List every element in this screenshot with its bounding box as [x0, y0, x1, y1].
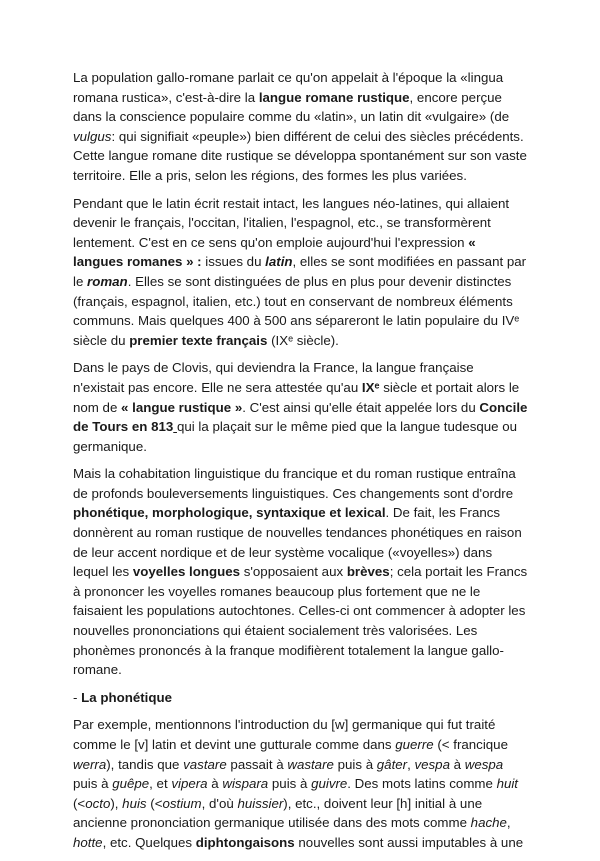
text-run: qui la plaçait sur le même pied que la langue tudesque ou germanique.: [73, 419, 518, 454]
italic-text: huissier: [237, 795, 284, 811]
text-run: ), etc., doivent leur [h] initial à une ancienne prononciation germanique utilisée dans des mots comme: [73, 795, 483, 831]
text-run: : qui signifiait «peuple») bien différent de celui des siècles précédents. Cette langue romane dite rustique se développa spontanément sur son vaste territoire. Elle a pris, selon les régions, des formes les plus variées.: [73, 128, 527, 183]
italic-text: octo: [85, 795, 111, 811]
text-run: (<: [73, 795, 86, 811]
italic-text: vulgus: [73, 128, 112, 144]
bold-text: premier texte français: [129, 332, 268, 348]
text-run: Dans le pays de Clovis, qui deviendra la France, la langue française n'existait pas encore. Elle ne sera attestée qu'au: [73, 360, 474, 395]
italic-text: huis: [122, 795, 147, 811]
text-run: Mais la cohabitation linguistique du francique et du roman rustique entraîna de profonds bouleversements linguistiques. Ces changements sont d'ordre: [73, 466, 516, 501]
paragraph: [73, 194, 528, 351]
italic-text: gâter: [376, 756, 408, 772]
text-run: passait à: [226, 756, 288, 772]
italic-text: ostium: [162, 795, 202, 811]
italic-text: wespa: [464, 756, 504, 772]
text-run: , etc. Quelques: [102, 834, 196, 850]
bold-text: « langues romanes » :: [73, 234, 476, 270]
text-run: , encore perçue dans la conscience populaire comme du «latin», un latin dit «vulgaire» (de: [73, 89, 510, 125]
italic-text: guivre: [311, 776, 348, 792]
bold-text: IXᵉ: [361, 379, 380, 395]
text-run: . C'est ainsi qu'elle était appelée lors du: [242, 399, 480, 415]
text-run: . Des mots latins comme: [347, 776, 497, 792]
paragraph: [73, 715, 528, 852]
bold-text: latin: [265, 254, 293, 270]
bold-text: diphtongaisons: [195, 834, 295, 850]
text-run: (<: [146, 795, 163, 811]
italic-text: guêpe: [112, 776, 150, 792]
text-run: puis à: [333, 756, 377, 772]
text-run: issues du: [201, 254, 266, 270]
italic-text: huit: [496, 776, 519, 792]
section-heading: [73, 688, 528, 708]
bold-text: La phonétique: [81, 689, 172, 705]
paragraph: [73, 358, 528, 456]
paragraph: [73, 464, 528, 680]
text-run: ),: [110, 795, 123, 811]
text-run: ,: [506, 815, 511, 831]
text-run: (IXᵉ siècle).: [267, 332, 339, 348]
italic-text: vespa: [414, 756, 450, 772]
text-run: Par exemple, mentionnons l'introduction du [w] germanique qui fut traité comme le [v] latin et devint une gutturale comme dans: [73, 717, 496, 752]
italic-text: hotte: [73, 834, 103, 850]
italic-text: vipera: [171, 776, 208, 792]
bold-text: Concile de Tours en 813: [73, 399, 528, 435]
text-run: Pendant que le latin écrit restait intact, les langues néo-latines, qui allaient devenir le français, l'occitan, l'italien, l'espagnol, etc., se transformèrent lentement. C'est en ce sens qu'on emploie aujourd'hui l'expression: [73, 195, 510, 250]
text-run: . De fait, les Francs donnèrent au roman rustique de nouvelles tendances phonétiques en raison de leur accent nordique et de leur système vocalique («voyelles») dans lequel les: [73, 505, 522, 580]
italic-text: wispara: [222, 776, 269, 792]
italic-text: vastare: [183, 756, 227, 772]
text-run: La population gallo-romane parlait ce qu'on appelait à l'époque la «lingua romana rustica», c'est-à-dire la: [73, 70, 504, 105]
bold-text: brèves: [346, 564, 390, 580]
text-run: à: [449, 756, 465, 772]
bold-text: phonétique, morphologique, syntaxique et lexical: [73, 505, 386, 521]
text-run: ,: [407, 756, 415, 772]
italic-text: werra: [73, 756, 107, 772]
bold-text: voyelles longues: [132, 564, 241, 580]
document-body: [73, 68, 528, 861]
text-run: nouvelles sont aussi imputables à une: [294, 834, 524, 850]
text-run: puis à: [73, 776, 113, 792]
text-run: ; cela portait les Francs à prononcer les voyelles romanes beaucoup plus fortement que ne le faisaient les populations autochtones. Celles-ci ont commencer à adopter les nouvelles prononciations qui étaient socialement très valorisées. Les phonèmes prononcés à la franque modifièrent totalement la langue gallo-romane.: [73, 564, 528, 678]
italic-text: guerre: [395, 737, 434, 752]
bold-text: roman: [87, 273, 128, 289]
text-run: puis à: [268, 776, 312, 792]
bold-text: langue romane rustique: [258, 89, 410, 105]
text-run: , d'où: [201, 795, 238, 811]
paragraph: [73, 68, 528, 186]
text-run: -: [73, 689, 82, 705]
text-run: ), tandis que: [106, 756, 184, 772]
text-run: . Elles se sont distinguées de plus en plus pour devenir distinctes (français, espagnol, italien, etc.) tout en conservant de nombreux éléments communs. Mais quelques 400 à 500 ans sépareront le latin populaire du IVᵉ siècle du: [73, 273, 520, 348]
text-run: (< francique: [433, 737, 508, 752]
text-run: , et: [149, 776, 172, 792]
bold-text: « langue rustique »: [121, 399, 243, 415]
text-run: siècle et portait alors le nom de: [73, 379, 520, 415]
text-run: s'opposaient aux: [240, 564, 347, 580]
italic-text: hache: [470, 815, 507, 831]
text-run: à: [207, 776, 223, 792]
text-run: , elles se sont modifiées en passant par le: [73, 254, 527, 289]
italic-text: wastare: [287, 756, 334, 772]
